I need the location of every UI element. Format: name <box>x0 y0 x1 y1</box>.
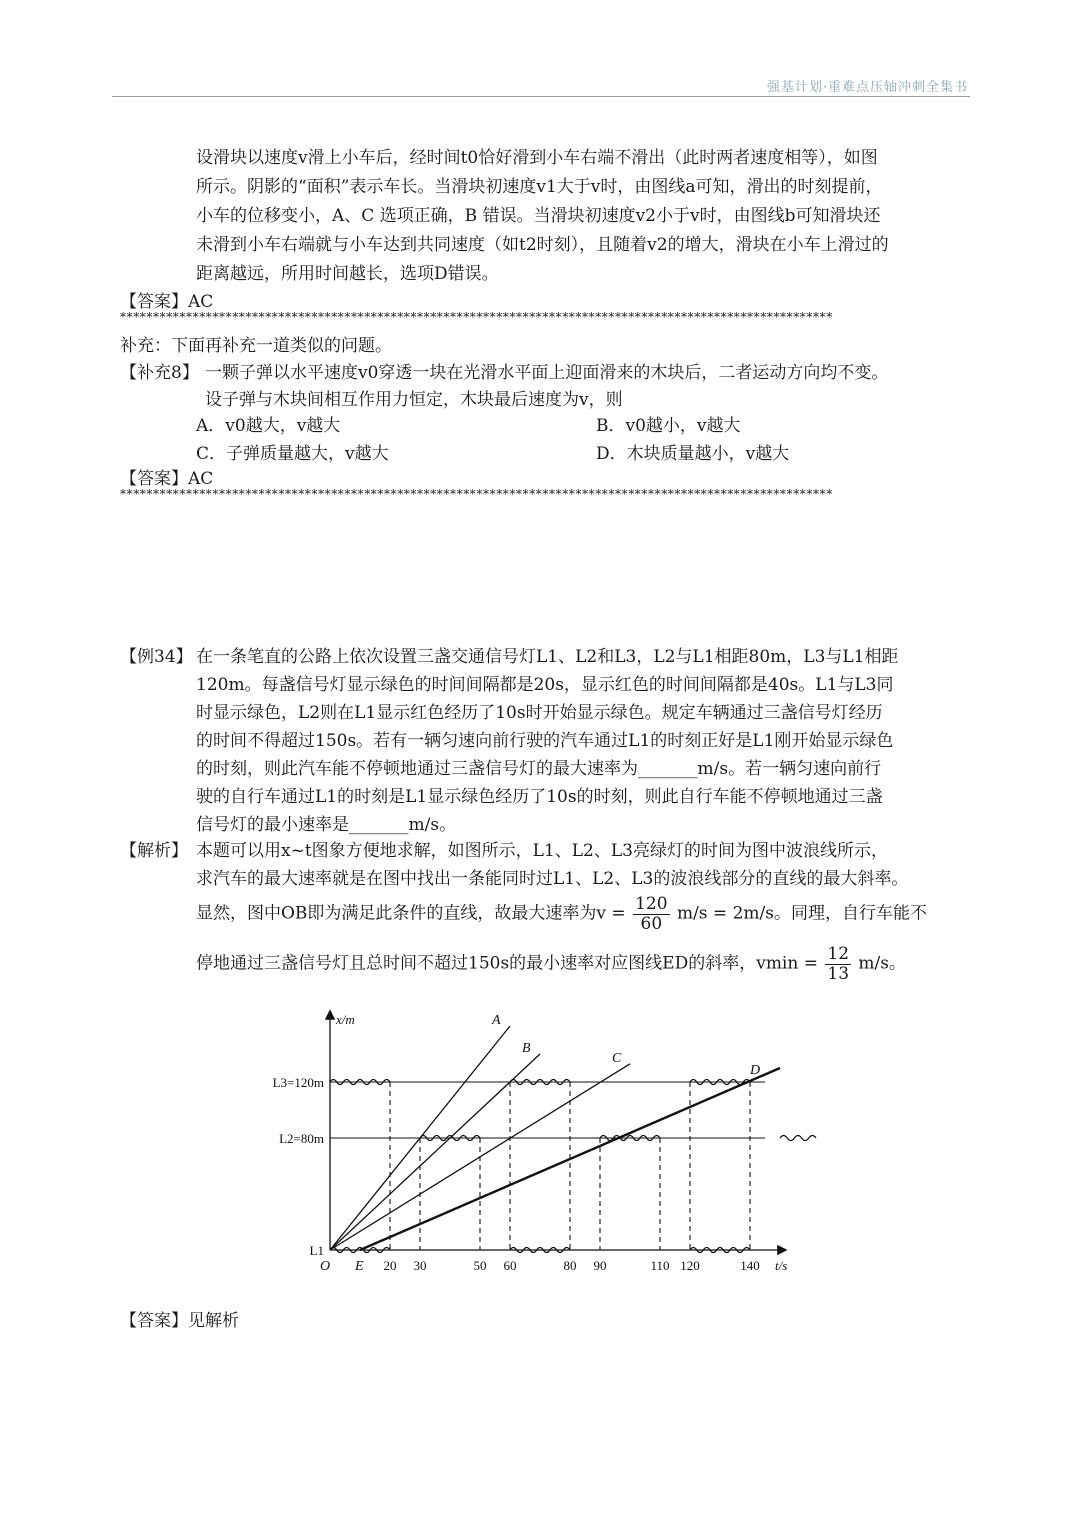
x-tick-90: 90 <box>593 1258 607 1273</box>
fraction-denominator: 60 <box>640 913 663 934</box>
supplement-question-line-1: 一颗子弹以水平速度v0穿透一块在光滑水平面上迎面滑来的木块后，二者运动方向均不变。 <box>205 363 889 383</box>
header-title: 强基计划·重难点压轴冲刺全集书 <box>766 80 968 95</box>
analysis-tag: 【解析】 <box>120 841 188 861</box>
solution-line-1: 设滑块以速度v滑上小车后，经时间t0恰好滑到小车右端不滑出（此时两者速度相等），如图 <box>196 148 878 168</box>
example-line-4: 的时间不得超过150s。若有一辆匀速向前行驶的汽车通过L1的时刻正好是L1刚开始显示绿色 <box>196 731 894 751</box>
supplement-question-line-2: 设子弹与木块间相互作用力恒定，木块最后速度为v，则 <box>205 390 623 410</box>
x-tick-120: 120 <box>680 1258 700 1273</box>
option-b: B．v0越小，v越大 <box>596 416 741 436</box>
fraction-denominator: 13 <box>827 963 850 984</box>
green-wave-l2-2 <box>780 1136 816 1141</box>
line-label-d: D <box>750 1063 761 1078</box>
origin-label-o: O <box>320 1259 331 1274</box>
header-divider <box>112 96 970 97</box>
x-tick-20: 20 <box>383 1258 397 1273</box>
example-line-6: 驶的自行车通过L1的时刻是L1显示绿色经历了10s的时刻，则此自行车能不停顿地通过三盏 <box>196 787 883 807</box>
supplement-tag: 【补充8】 <box>120 363 199 383</box>
answer-1 <box>120 287 213 312</box>
fraction-120-60 <box>633 895 669 933</box>
x-tick-110: 110 <box>650 1258 670 1273</box>
fraction-12-13 <box>825 945 851 983</box>
example-tag: 【例34】 <box>120 647 193 667</box>
answer-2-value: AC <box>188 469 214 489</box>
example-line-1: 在一条笔直的公路上依次设置三盏交通信号灯L1、L2和L3，L2与L1相距80m，L3与L1相距 <box>196 647 899 667</box>
analysis-line-3 <box>196 895 927 933</box>
fraction-numerator: 12 <box>827 944 850 964</box>
analysis-line-3-pre: 显然，图中OB即为满足此条件的直线，故最大速率为v = <box>196 903 626 924</box>
option-a: A．v0越大，v越大 <box>196 416 341 436</box>
solution-line-4: 未滑到小车右端就与小车达到共同速度（如t2时刻），且随着v2的增大，滑块在小车上滑过的 <box>196 235 889 255</box>
x-tick-140: 140 <box>740 1258 760 1273</box>
solution-line-3: 小车的位移变小，A、C 选项正确，B 错误。当滑块初速度v2小于v时，由图线b可知滑块还 <box>196 206 881 226</box>
example-line-5: 的时刻，则此汽车能不停顿地通过三盏信号灯的最大速率为_______m/s。若一辆匀速向前行 <box>196 759 882 779</box>
answer-3-label: 【答案】 <box>120 1311 188 1331</box>
answer-2 <box>120 464 213 489</box>
line-b <box>330 1054 540 1250</box>
supplement-intro: 补充：下面再补充一道类似的问题。 <box>120 336 392 356</box>
example-line-7: 信号灯的最小速率是_______m/s。 <box>196 815 457 835</box>
x-axis-label: t/s <box>775 1258 788 1273</box>
analysis-line-4-pre: 停地通过三盏信号灯且总时间不超过150s的最小速率对应图线ED的斜率，vmin = <box>196 953 818 974</box>
x-tick-50: 50 <box>473 1258 487 1273</box>
level-label-1: L2=80m <box>279 1131 324 1146</box>
origin-label-e: E <box>355 1259 364 1274</box>
y-axis-label: x/m <box>336 1012 355 1027</box>
level-label-2: L1 <box>309 1243 324 1258</box>
analysis-line-1: 本题可以用x~t图象方便地求解，如图所示，L1、L2、L3亮绿灯的时间为图中波浪线所示， <box>196 841 888 861</box>
answer-1-label: 【答案】 <box>120 292 188 312</box>
x-tick-60: 60 <box>503 1258 517 1273</box>
solution-line-5: 距离越远，所用时间越长，选项D错误。 <box>196 264 499 284</box>
x-tick-30: 30 <box>413 1258 427 1273</box>
star-divider-1: ************************************************************************************************************ <box>120 310 833 324</box>
example-line-3: 时显示绿色，L2则在L1显示红色经历了10s时开始显示绿色。规定车辆通过三盏信号灯经历 <box>196 703 883 723</box>
xt-chart <box>250 1005 830 1285</box>
analysis-line-4 <box>196 945 906 983</box>
answer-3 <box>120 1306 239 1331</box>
line-label-c: C <box>612 1050 622 1066</box>
answer-1-value: AC <box>188 292 214 312</box>
option-c: C．子弹质量越大，v越大 <box>196 444 389 464</box>
analysis-line-3-post: m/s = 2m/s。同理，自行车能不 <box>676 903 927 924</box>
analysis-line-2: 求汽车的最大速率就是在图中找出一条能同时过L1、L2、L3的波浪线部分的直线的最大斜率。 <box>196 869 909 889</box>
solution-line-2: 所示。阴影的“面积”表示车长。当滑块初速度v1大于v时，由图线a可知，滑出的时刻提前， <box>196 177 883 197</box>
analysis-line-4-post: m/s。 <box>858 953 906 974</box>
answer-2-label: 【答案】 <box>120 469 188 489</box>
star-divider-2: ************************************************************************************************************ <box>120 487 833 501</box>
example-line-2: 120m。每盏信号灯显示绿色的时间间隔都是20s，显示红色的时间间隔都是40s。L1与L3同 <box>196 675 894 695</box>
line-label-a: A <box>492 1013 501 1028</box>
level-label-0: L3=120m <box>272 1075 324 1090</box>
x-tick-80: 80 <box>563 1258 577 1273</box>
fraction-numerator: 120 <box>635 894 668 914</box>
answer-3-value: 见解析 <box>188 1311 239 1331</box>
line-label-b: B <box>522 1041 531 1056</box>
option-d: D．木块质量越小，v越大 <box>596 444 790 464</box>
